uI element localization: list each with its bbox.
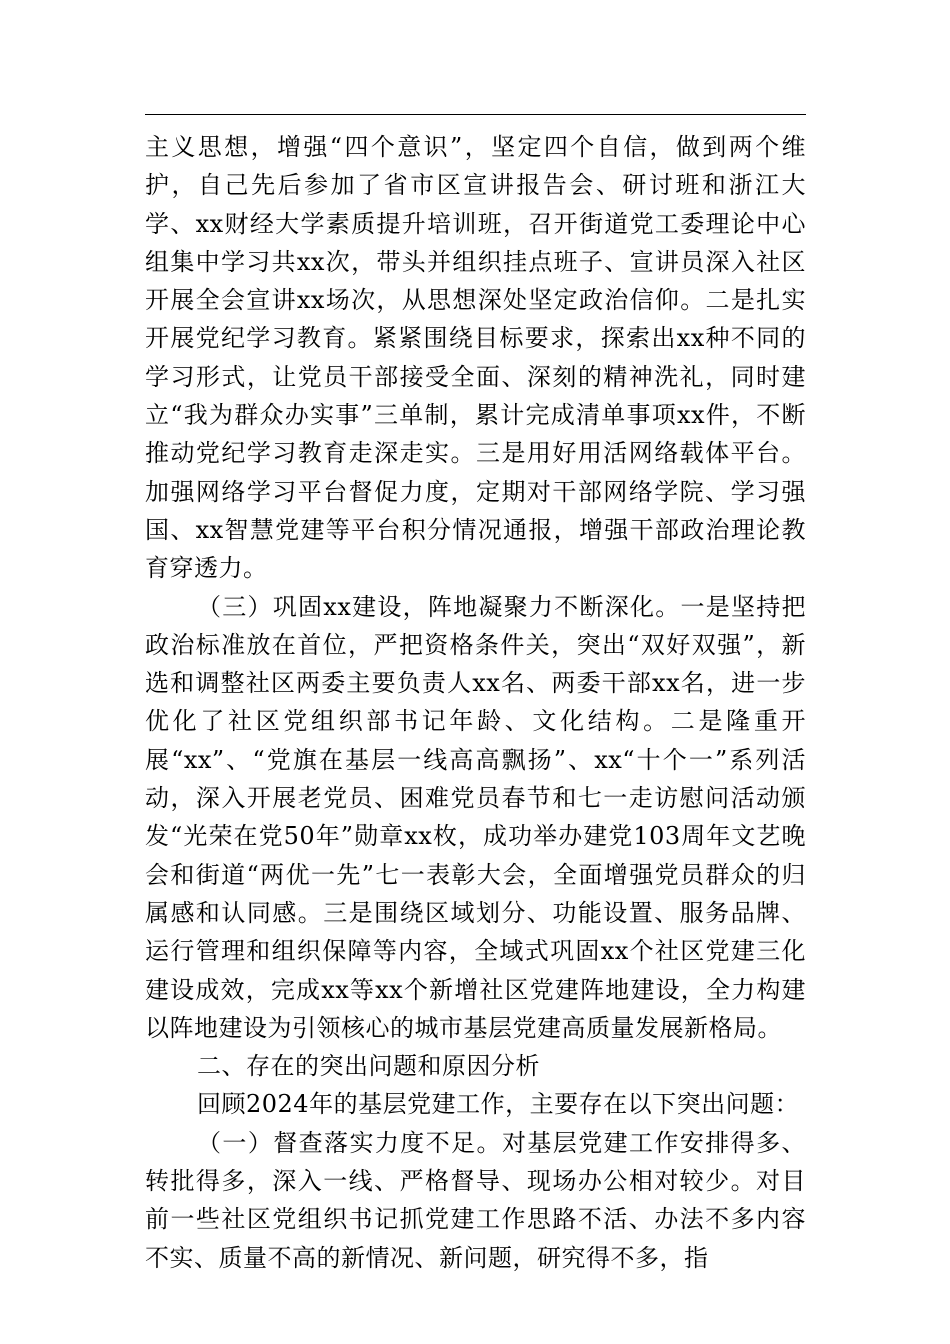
- paragraph-1: 主义思想，增强“四个意识”，坚定四个自信，做到两个维护，自己先后参加了省市区宣讲报告会、研讨班和浙江大学、xx财经大学素质提升培训班，召开街道党工委理论中心组集中学习共xx次，带头并组织挂点班子、宣讲员深入社区开展全会宣讲xx场次，从思想深处坚定政治信仰。二是扎实开展党纪学习教育。紧紧围绕目标要求，探索出xx种不同的学习形式，让党员干部接受全面、深刻的精神洗礼，同时建立“我为群众办实事”三单制，累计完成清单事项xx件，不断推动党纪学习教育走深走实。三是用好用活网络载体平台。加强网络学习平台督促力度，定期对干部网络学院、学习强国、xx智慧党建等平台积分情况通报，增强干部政治理论教育穿透力。: [145, 133, 806, 583]
- section-heading: 二、存在的突出问题和原因分析: [197, 1052, 540, 1081]
- paragraph-2: （三）巩固xx建设，阵地凝聚力不断深化。一是坚持把政治标准放在首位，严把资格条件关，突出“双好双强”，新选和调整社区两委主要负责人xx名、两委干部xx名，进一步优化了社区党组织部书记年龄、文化结构。二是隆重开展“xx”、“党旗在基层一线高高飘扬”、xx“十个一”系列活动，深入开展老党员、困难党员春节和七一走访慰问活动颁发“光荣在党50年”勋章xx枚，成功举办建党103周年文艺晚会和街道“两优一先”七一表彰大会，全面增强党员群众的归属感和认同感。三是围绕区域划分、功能设置、服务品牌、运行管理和组织保障等内容，全域式巩固xx个社区党建三化建设成效，完成xx等xx个新增社区党建阵地建设，全力构建以阵地建设为引领核心的城市基层党建高质量发展新格局。: [145, 592, 806, 1042]
- document-body: [145, 128, 806, 1277]
- paragraph-3: 回顾2024年的基层党建工作，主要存在以下突出问题：: [197, 1090, 800, 1119]
- paragraph-4: （一）督查落实力度不足。对基层党建工作安排得多、转批得多，深入一线、严格督导、现场办公相对较少。对目前一些社区党组织书记抓党建工作思路不活、办法不多内容不实、质量不高的新情况、新问题，研究得不多，指: [145, 1128, 806, 1272]
- header-rule: [145, 114, 806, 115]
